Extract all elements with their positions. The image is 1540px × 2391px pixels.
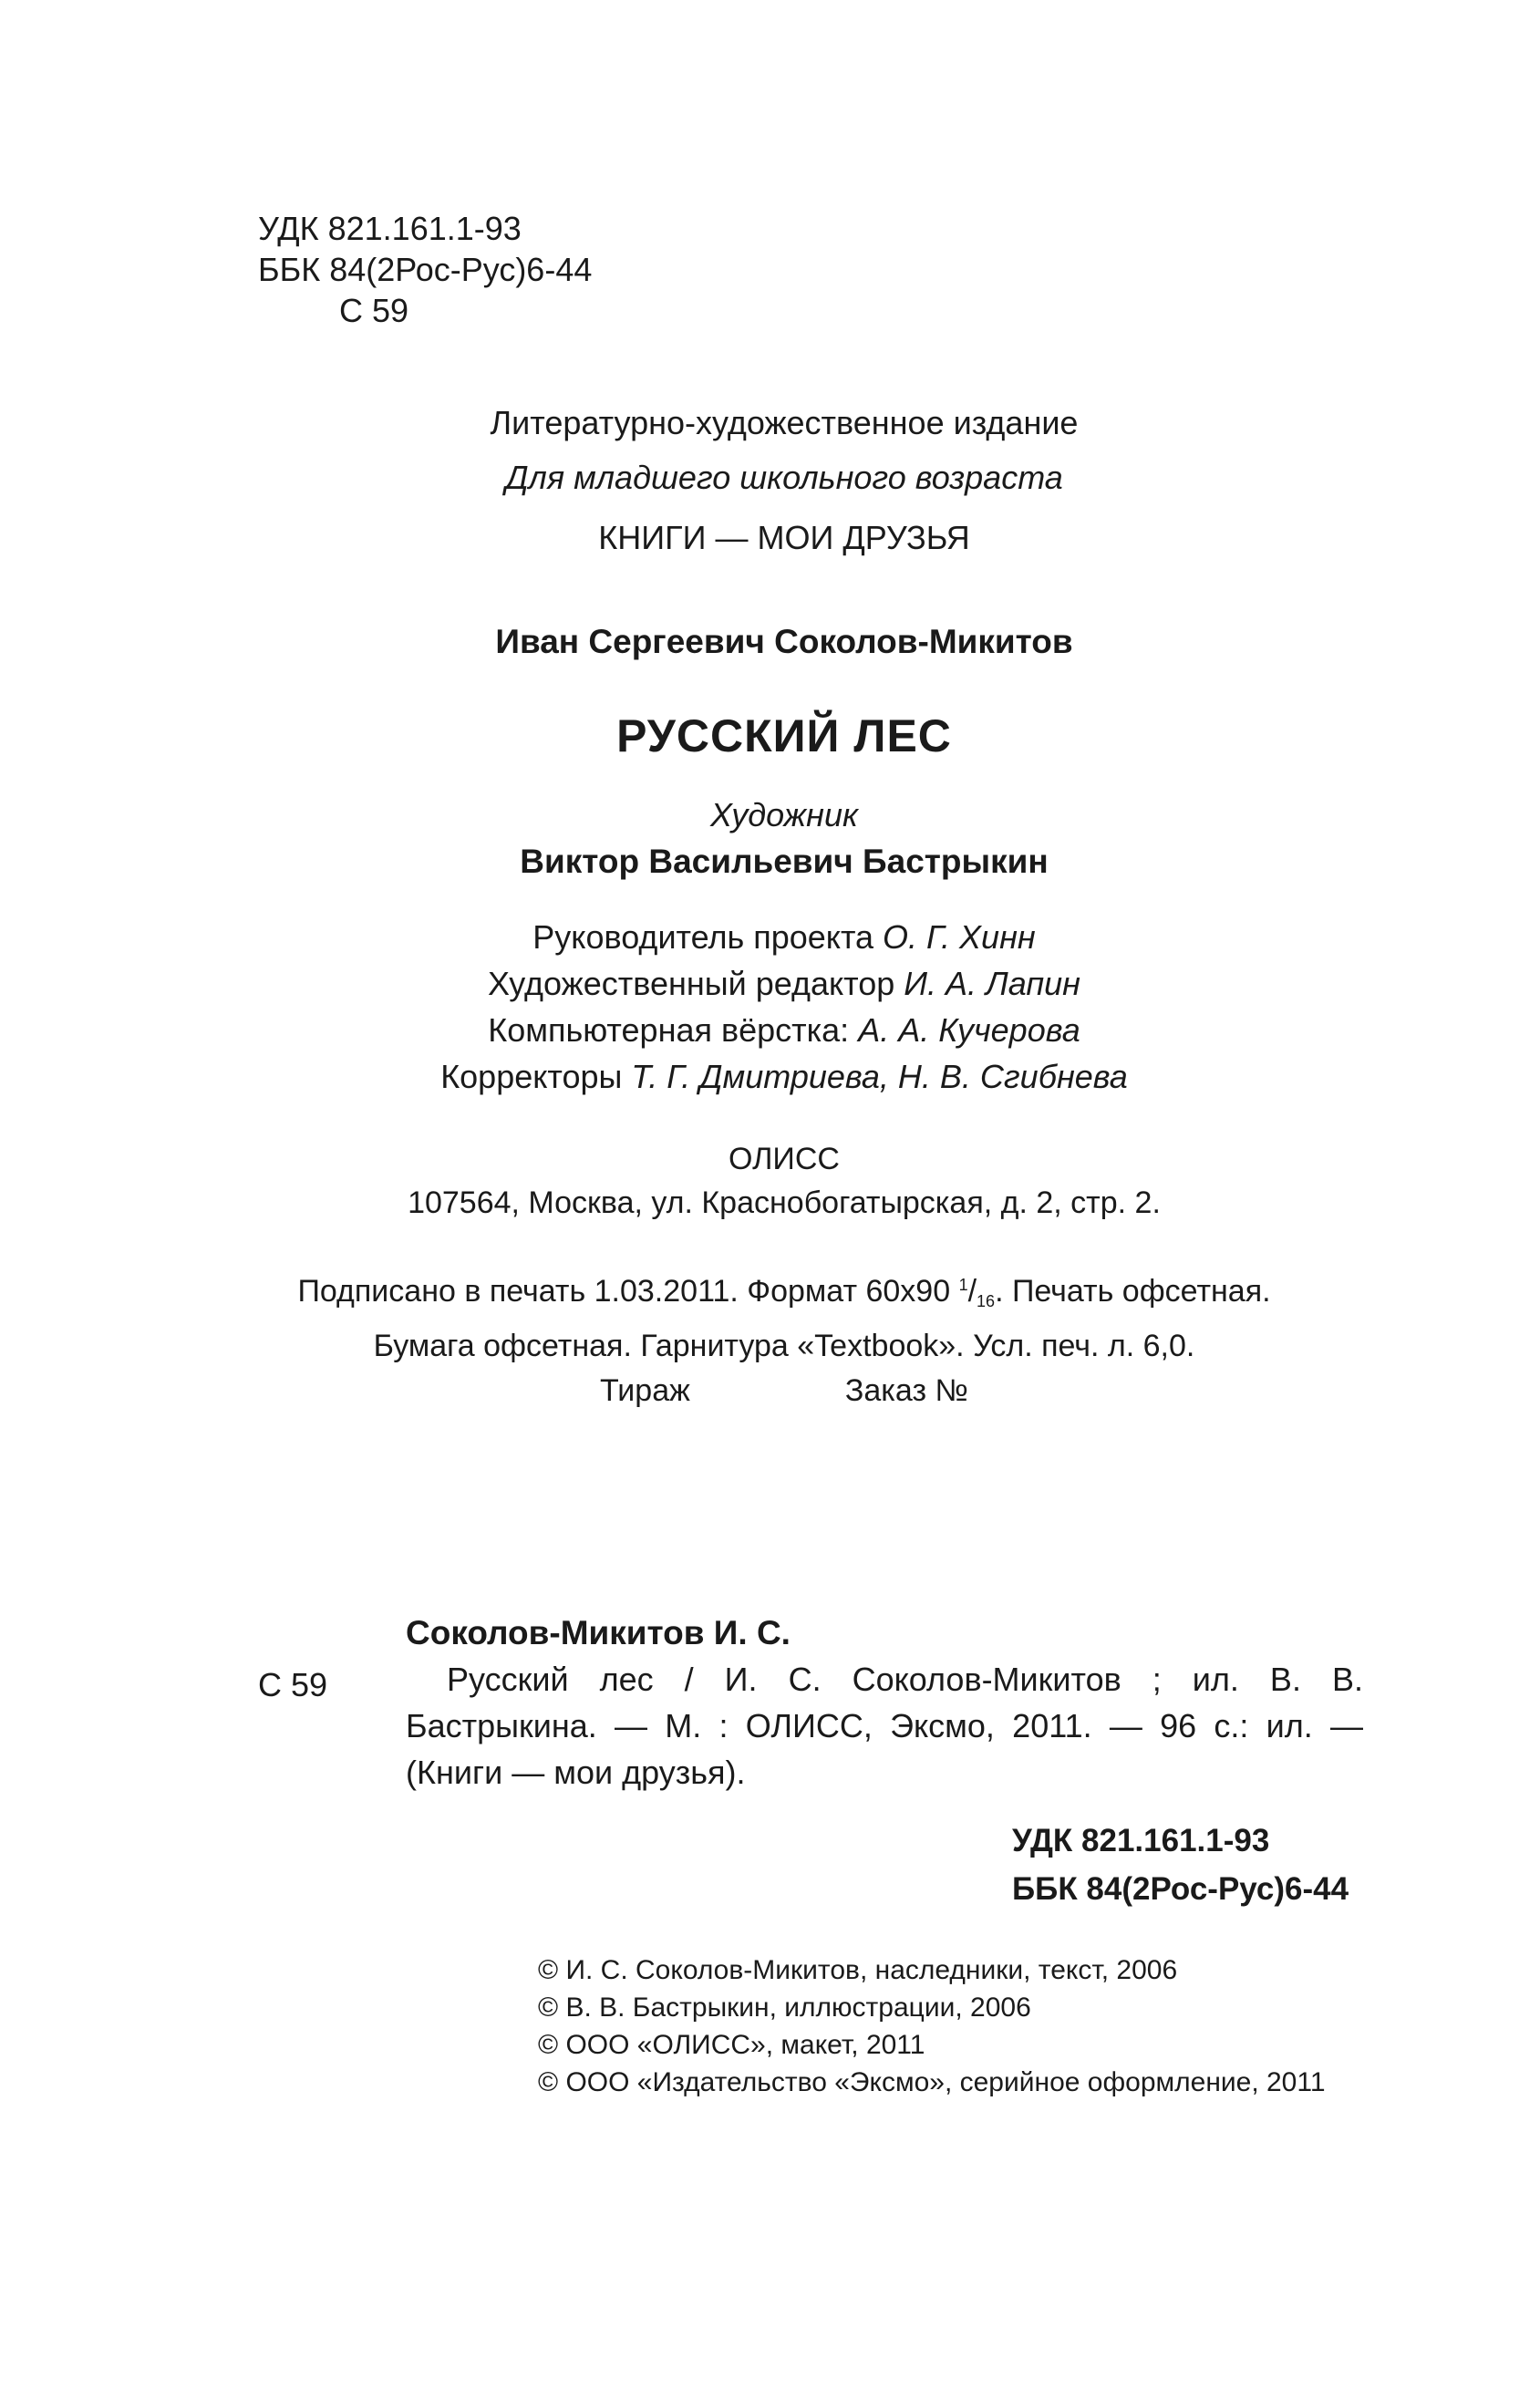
credits-list xyxy=(0,914,1540,1100)
catalog-entry xyxy=(406,1610,1363,1796)
print-info-line-2: Бумага офсетная. Гарнитура «Textbook». Усл. печ. л. 6,0. xyxy=(373,1329,1195,1363)
book-title: РУССКИЙ ЛЕС xyxy=(616,710,952,761)
illustrator-name: Виктор Васильевич Бастрыкин xyxy=(520,843,1049,880)
udk-code: УДК 821.161.1-93 xyxy=(258,210,522,247)
book-author: Иван Сергеевич Соколов-Микитов xyxy=(495,623,1073,660)
author-mark: С 59 xyxy=(339,292,409,329)
print-info xyxy=(0,1263,1540,1413)
series-name: КНИГИ — МОИ ДРУЗЬЯ xyxy=(598,519,970,556)
catalog-description: Русский лес / И. С. Соколов-Микитов ; ил. В. В. Бастрыкина. — М. : ОЛИСС, Эксмо, 2011. — 96 с.: ил. — (Книги — мои друзья). xyxy=(406,1661,1363,1791)
catalog-bbk: ББК 84(2Рос-Рус)6-44 xyxy=(1012,1871,1349,1907)
copyright-line: © И. С. Соколов-Микитов, наследники, текст, 2006 xyxy=(538,1955,1178,1985)
bbk-code: ББК 84(2Рос-Рус)6-44 xyxy=(258,251,593,288)
classification-codes xyxy=(258,208,592,331)
catalog-codes xyxy=(1012,1817,1349,1913)
edition-type: Литературно-художественное издание xyxy=(490,404,1079,441)
zakaz-label: Заказ № xyxy=(844,1373,968,1408)
catalog-author: Соколов-Микитов И. С. xyxy=(406,1614,791,1651)
copyright-line: © ООО «Издательство «Эксмо», серийное оформление, 2011 xyxy=(538,2067,1326,2097)
credit-art-editor: Художественный редактор И. А. Лапин xyxy=(487,965,1080,1002)
credit-project-lead: Руководитель проекта О. Г. Хинн xyxy=(532,918,1036,956)
print-info-line-1: Подписано в печать 1.03.2011. Формат 60x90 $^1/_{16}$. Печать офсетная. xyxy=(297,1274,1271,1310)
credit-layout: Компьютерная вёрстка: А. А. Кучерова xyxy=(488,1011,1080,1049)
edition-age: Для младшего школьного возраста xyxy=(505,459,1063,496)
format-fraction: $^1/_{16}$ xyxy=(958,1274,996,1310)
illustrator-label: Художник xyxy=(710,796,858,833)
tirazh-label: Тираж xyxy=(600,1373,690,1408)
copyright-line: © ООО «ОЛИСС», макет, 2011 xyxy=(538,2030,925,2060)
credit-proofreaders: Корректоры Т. Г. Дмитриева, Н. В. Сгибнева xyxy=(440,1058,1128,1095)
catalog-udk: УДК 821.161.1-93 xyxy=(1012,1823,1270,1858)
catalog-mark: С 59 xyxy=(258,1666,328,1703)
copyright-block xyxy=(538,1951,1326,2101)
publisher-name: ОЛИСС xyxy=(729,1142,840,1176)
print-info-line-3 xyxy=(0,1369,1540,1413)
copyright-line: © В. В. Бастрыкин, иллюстрации, 2006 xyxy=(538,1992,1031,2023)
publisher-address: 107564, Москва, ул. Краснобогатырская, д. 2, стр. 2. xyxy=(408,1185,1161,1220)
